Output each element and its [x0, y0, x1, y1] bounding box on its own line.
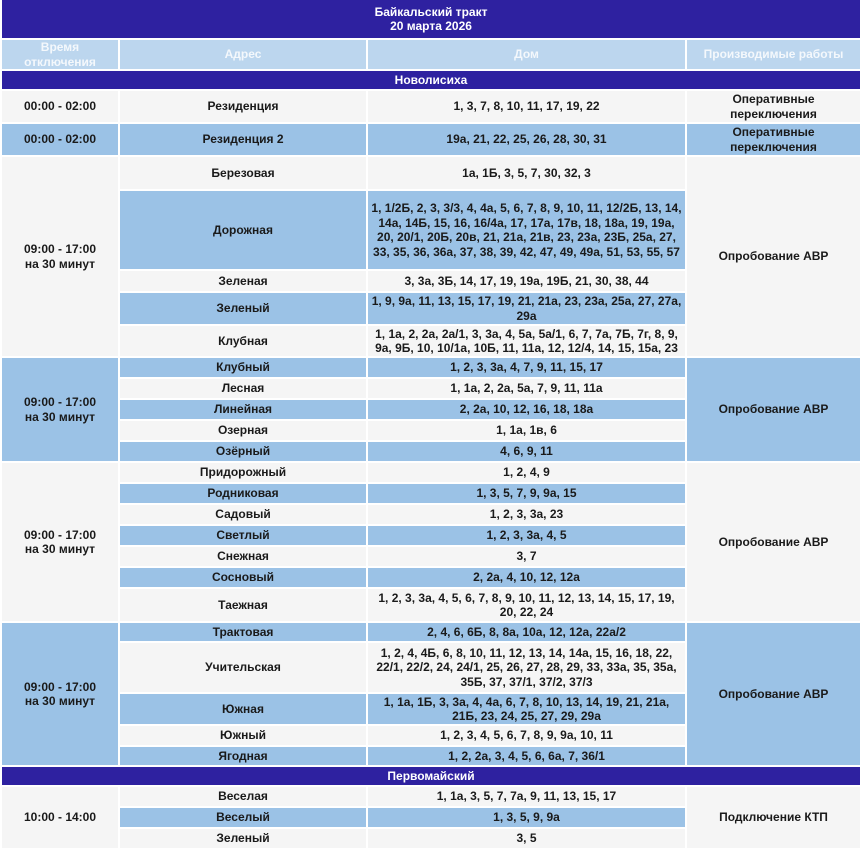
table-row: [2, 623, 860, 641]
house-numbers: 1, 2, 4, 4Б, 6, 8, 10, 11, 12, 13, 14, 14а, 15, 16, 18, 22, 22/1, 22/2, 24, 24/1, 25, 26, 27, 28, 29, 33, 33а, 35, 35а, 35Б, 37, 37/1, 37/2, 37/3: [368, 643, 685, 692]
house-numbers: 1, 1а, 2, 2а, 5а, 7, 9, 11, 11а: [368, 379, 685, 398]
house-numbers: 1, 9, 9а, 11, 13, 15, 17, 19, 21, 21а, 23, 23а, 25а, 27, 27а, 29а: [368, 293, 685, 324]
house-numbers: 19а, 21, 22, 25, 26, 28, 30, 31: [368, 124, 685, 155]
house-numbers: 1, 2, 3, 3а, 4, 7, 9, 11, 15, 17: [368, 358, 685, 377]
house-numbers: 1, 3, 7, 8, 10, 11, 17, 19, 22: [368, 91, 685, 122]
street-name: Таежная: [120, 589, 366, 621]
outage-time: [2, 91, 118, 122]
outage-time: [2, 787, 118, 848]
column-header-works: Производимые работы: [687, 40, 860, 69]
time-range: 10:00 - 14:00: [23, 810, 97, 825]
table-row: [2, 91, 860, 122]
column-header-time: Время отключения: [2, 40, 118, 69]
house-numbers: 2, 2а, 4, 10, 12, 12а: [368, 568, 685, 587]
house-numbers: 1а, 1Б, 3, 5, 7, 30, 32, 3: [368, 157, 685, 189]
street-name: Озёрный: [120, 442, 366, 461]
house-numbers: 3, 7: [368, 547, 685, 566]
table-row: [2, 358, 860, 377]
house-numbers: 4, 6, 9, 11: [368, 442, 685, 461]
street-name: Снежная: [120, 547, 366, 566]
house-numbers: 1, 3, 5, 9, 9а: [368, 808, 685, 827]
outage-time: [2, 124, 118, 155]
house-numbers: 2, 2а, 10, 12, 16, 18, 18а: [368, 400, 685, 419]
street-name: Придорожный: [120, 463, 366, 482]
section-header: Первомайский: [2, 767, 860, 785]
house-numbers: 3, 5: [368, 829, 685, 848]
street-name: Веселый: [120, 808, 366, 827]
street-name: Озерная: [120, 421, 366, 440]
house-numbers: 1, 2, 4, 9: [368, 463, 685, 482]
street-name: Садовый: [120, 505, 366, 524]
street-name: Сосновый: [120, 568, 366, 587]
street-name: Зеленый: [120, 829, 366, 848]
house-numbers: 2, 4, 6, 6Б, 8, 8а, 10а, 12, 12а, 22а/2: [368, 623, 685, 641]
street-name: Лесная: [120, 379, 366, 398]
time-duration: на 30 минут: [24, 409, 96, 424]
work-type: Опробование АВР: [687, 157, 860, 356]
outage-time: [2, 358, 118, 461]
work-type: Оперативные переключения: [687, 124, 860, 155]
title-line-1: Байкальский тракт: [374, 4, 488, 19]
table-row: [2, 124, 860, 155]
street-name: Веселая: [120, 787, 366, 806]
work-type: Опробование АВР: [687, 358, 860, 461]
street-name: Линейная: [120, 400, 366, 419]
time-range: 09:00 - 17:00: [23, 527, 97, 542]
work-type: Оперативные переключения: [687, 91, 860, 122]
house-numbers: 1, 2, 3, 3а, 4, 5: [368, 526, 685, 545]
house-numbers: 1, 1а, 3, 5, 7, 7а, 9, 11, 13, 15, 17: [368, 787, 685, 806]
table-row: [2, 787, 860, 806]
house-numbers: 1, 1а, 2, 2а, 2а/1, 3, 3а, 4, 5а, 5а/1, 6, 7, 7а, 7Б, 7г, 8, 9, 9а, 9Б, 10, 10/1а, 10Б, 11, 11а, 12, 12/4, 14, 15, 15а, 23: [368, 326, 685, 356]
title-line-2: 20 марта 2026: [390, 19, 472, 33]
table-title: [2, 0, 860, 38]
street-name: Светлый: [120, 526, 366, 545]
outage-time: [2, 623, 118, 765]
street-name: Резиденция: [120, 91, 366, 122]
table-row: [2, 463, 860, 482]
house-numbers: 1, 2, 3, 3а, 23: [368, 505, 685, 524]
street-name: Трактовая: [120, 623, 366, 641]
time-duration: на 30 минут: [24, 542, 96, 556]
house-numbers: 1, 1а, 1в, 6: [368, 421, 685, 440]
house-numbers: 1, 1а, 1Б, 3, 3а, 4, 4а, 6, 7, 8, 10, 13, 14, 19, 21, 21а, 21Б, 23, 24, 25, 27, 29, 29а: [368, 694, 685, 724]
street-name: Учительская: [120, 643, 366, 692]
house-numbers: 1, 2, 2а, 3, 4, 5, 6, 6а, 7, 36/1: [368, 747, 685, 765]
street-name: Березовая: [120, 157, 366, 189]
outage-time: [2, 463, 118, 621]
house-numbers: 1, 2, 3, 3а, 4, 5, 6, 7, 8, 9, 10, 11, 12, 13, 14, 15, 17, 19, 20, 22, 24: [368, 589, 685, 621]
time-range: 00:00 - 02:00: [23, 99, 97, 114]
section-header: Новолисиха: [2, 71, 860, 89]
house-numbers: 1, 3, 5, 7, 9, 9а, 15: [368, 484, 685, 503]
street-name: Родниковая: [120, 484, 366, 503]
street-name: Дорожная: [120, 191, 366, 269]
house-numbers: 1, 1/2Б, 2, 3, 3/3, 4, 4а, 5, 6, 7, 8, 9, 10, 11, 12/2Б, 13, 14, 14а, 14Б, 15, 16, 16/4а, 17, 17а, 17в, 18, 18а, 19, 19а, 20, 20/1, 20Б, 20в, 21, 21а, 21в, 23, 23а, 23Б, 25а, 27, 33, 35, 36, 36а, 37, 38, 39, 42, 47, 49, 49а, 51, 53, 55, 57: [368, 191, 685, 269]
street-name: Зеленый: [120, 293, 366, 324]
street-name: Зеленая: [120, 271, 366, 291]
street-name: Клубный: [120, 358, 366, 377]
work-type: Подключение КТП: [687, 787, 860, 848]
house-numbers: 1, 2, 3, 4, 5, 6, 7, 8, 9, 9а, 10, 11: [368, 726, 685, 745]
time-range: 09:00 - 17:00: [23, 679, 97, 694]
house-numbers: 3, 3а, 3Б, 14, 17, 19, 19а, 19Б, 21, 30, 38, 44: [368, 271, 685, 291]
time-duration: на 30 минут: [24, 256, 96, 271]
street-name: Южный: [120, 726, 366, 745]
street-name: Южная: [120, 694, 366, 724]
work-type: Опробование АВР: [687, 463, 860, 621]
street-name: Ягодная: [120, 747, 366, 765]
time-range: 00:00 - 02:00: [23, 132, 97, 147]
table-row: [2, 157, 860, 189]
column-header-address: Адрес: [120, 40, 366, 69]
work-type: Опробование АВР: [687, 623, 860, 765]
street-name: Резиденция 2: [120, 124, 366, 155]
time-duration: на 30 минут: [24, 694, 96, 708]
outage-time: [2, 157, 118, 356]
time-range: 09:00 - 17:00: [23, 395, 97, 409]
column-header-house: Дом: [368, 40, 685, 69]
street-name: Клубная: [120, 326, 366, 356]
time-range: 09:00 - 17:00: [23, 242, 97, 256]
